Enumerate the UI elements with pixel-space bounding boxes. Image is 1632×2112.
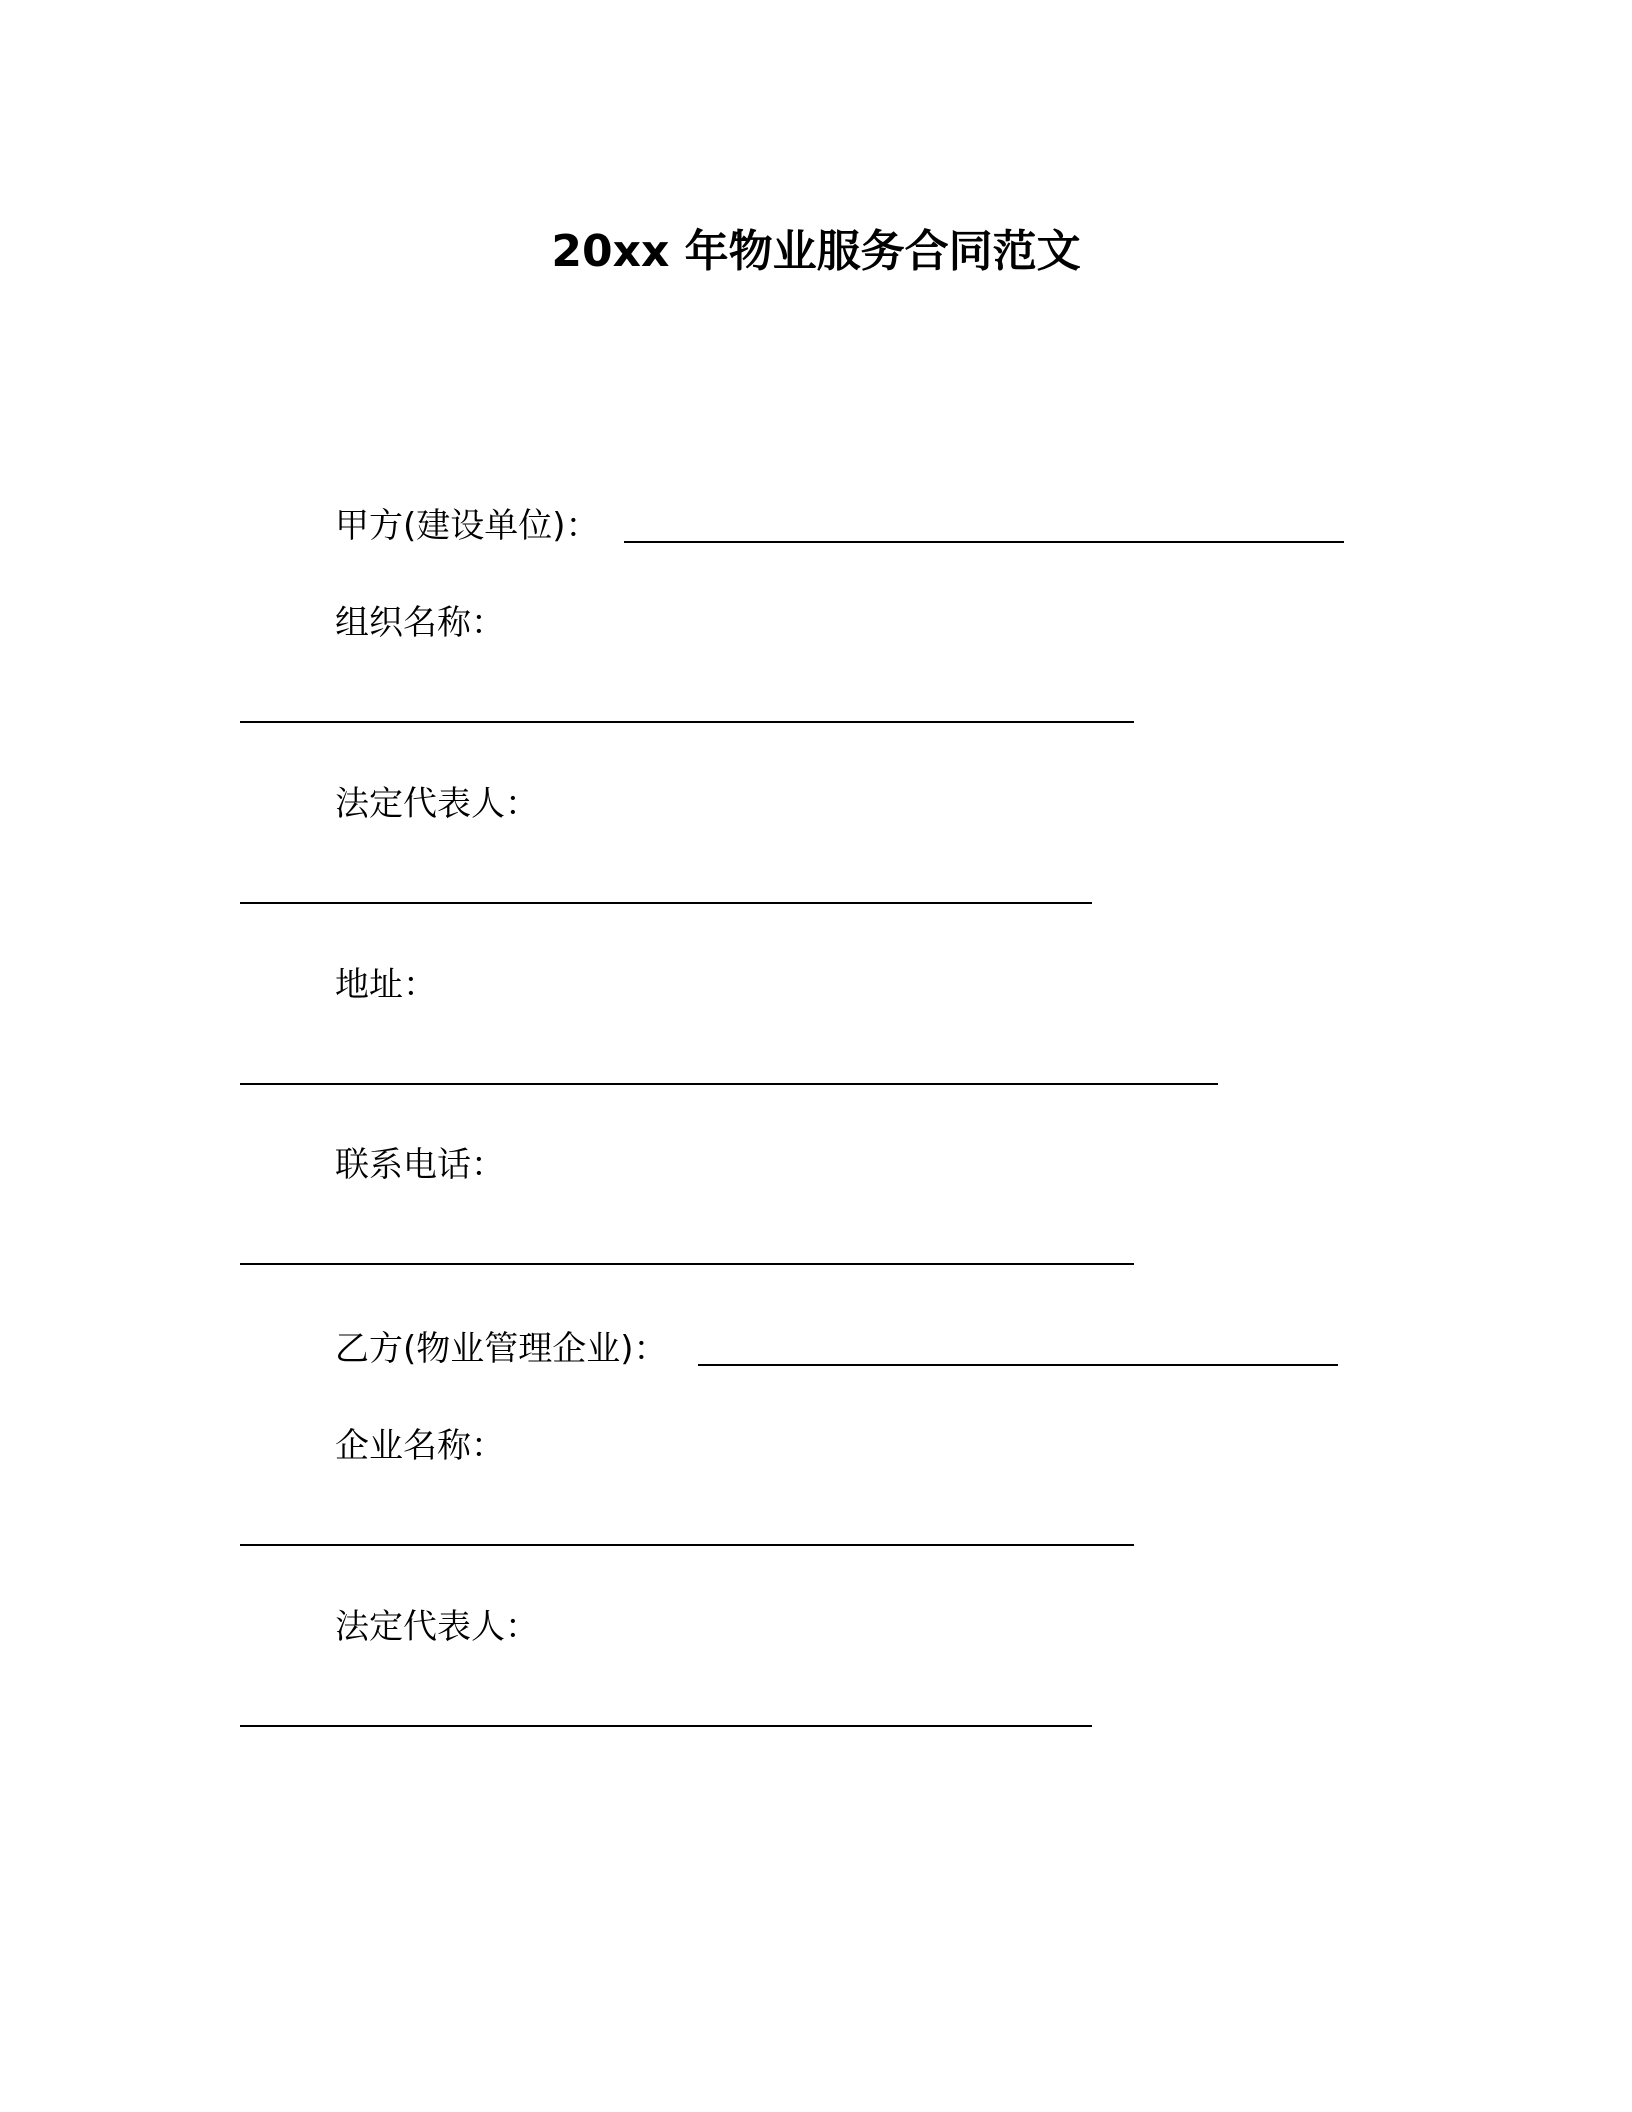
party-b-legal-rep-label: 法定代表人：: [335, 1607, 539, 1647]
party-b-heading: 乙方(物业管理企业)：: [335, 1329, 668, 1369]
org-name-label: 组织名称：: [335, 603, 505, 643]
party-a-heading: 甲方(建设单位)：: [335, 506, 600, 546]
party-b-legal-rep-fill-line: [240, 1725, 1092, 1727]
address-fill-line: [240, 1083, 1218, 1085]
org-name-fill-line: [240, 721, 1134, 723]
party-b-fill-line: [698, 1364, 1338, 1366]
phone-label: 联系电话：: [335, 1145, 505, 1185]
document-title: 20xx 年物业服务合同范文: [551, 226, 1081, 277]
company-name-fill-line: [240, 1544, 1134, 1546]
company-name-label: 企业名称：: [335, 1426, 505, 1466]
phone-fill-line: [240, 1263, 1134, 1265]
address-label: 地址：: [335, 965, 437, 1005]
party-a-legal-rep-fill-line: [240, 902, 1092, 904]
party-a-fill-line: [624, 541, 1344, 543]
party-a-legal-rep-label: 法定代表人：: [335, 784, 539, 824]
